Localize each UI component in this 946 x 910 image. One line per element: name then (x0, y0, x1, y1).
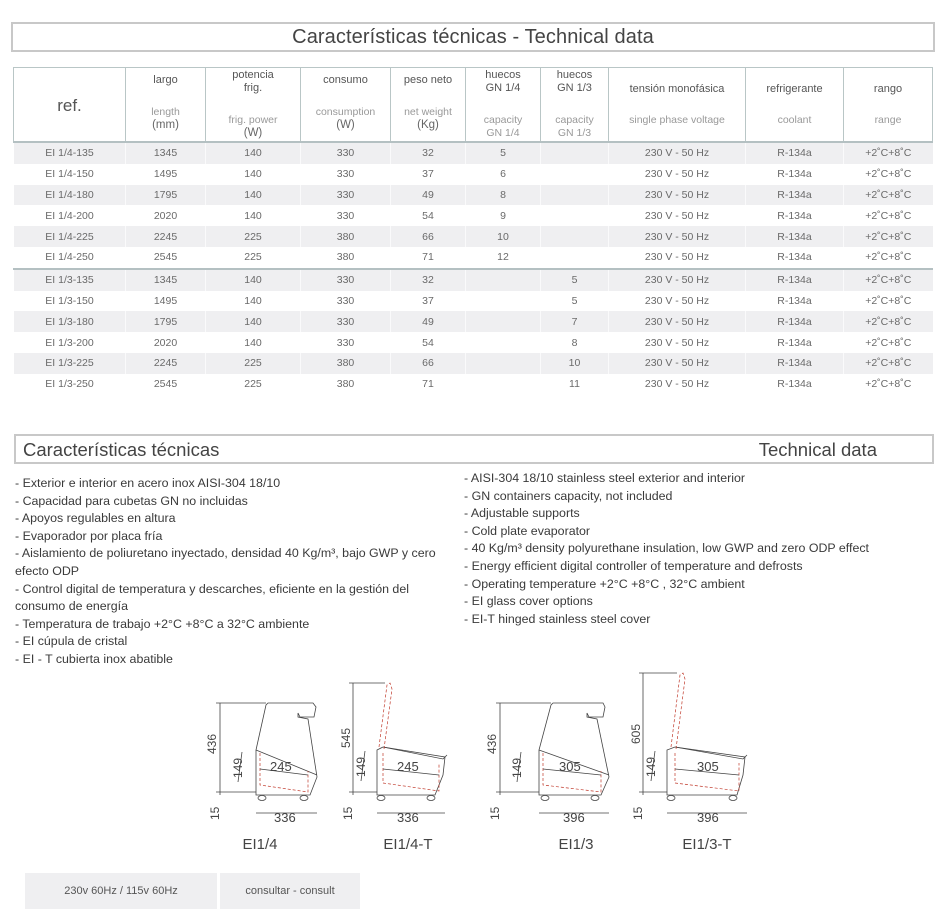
table-cell: +2˚C+8˚C (844, 226, 933, 247)
svg-text:15: 15 (631, 806, 645, 820)
voltage-options-cell: 230v 60Hz / 115v 60Hz (25, 873, 217, 909)
table-cell: R-134a (746, 205, 844, 226)
col-header-voltage: tensión monofásica single phase voltage (609, 68, 746, 143)
table-cell: EI 1/4-135 (14, 142, 126, 164)
table-cell: 2545 (126, 374, 206, 395)
table-cell: 330 (301, 142, 391, 164)
table-cell (466, 353, 541, 374)
table-cell: 140 (206, 164, 301, 185)
svg-text:245: 245 (397, 759, 419, 774)
svg-text:396: 396 (697, 810, 719, 825)
table-cell: R-134a (746, 311, 844, 332)
table-cell: 140 (206, 291, 301, 312)
table-cell: 230 V - 50 Hz (609, 164, 746, 185)
table-cell: R-134a (746, 247, 844, 269)
table-cell: 66 (391, 226, 466, 247)
feature-item: - Adjustable supports (464, 506, 580, 521)
table-cell: 230 V - 50 Hz (609, 205, 746, 226)
col-header-length: largo length (mm) (126, 68, 206, 143)
table-cell (466, 311, 541, 332)
feature-item: - Capacidad para cubetas GN no incluidas (15, 493, 248, 508)
table-row (14, 164, 933, 185)
table-cell: R-134a (746, 374, 844, 395)
table-row (14, 185, 933, 206)
table-cell: 12 (466, 247, 541, 269)
table-cell: +2˚C+8˚C (844, 142, 933, 164)
feature-item: - EI-T hinged stainless steel cover (464, 611, 651, 626)
col-header-consumption: consumo consumption (W) (301, 68, 391, 143)
table-row (14, 226, 933, 247)
table-row (14, 374, 933, 395)
table-cell: R-134a (746, 353, 844, 374)
table-cell: EI 1/3-135 (14, 269, 126, 291)
table-cell: 225 (206, 353, 301, 374)
table-row (14, 291, 933, 312)
table-cell: 1795 (126, 185, 206, 206)
col-header-frig-power: potencia frig. frig. power (W) (206, 68, 301, 143)
table-cell: 140 (206, 205, 301, 226)
table-cell: 37 (391, 291, 466, 312)
table-cell: 49 (391, 185, 466, 206)
table-cell: +2˚C+8˚C (844, 311, 933, 332)
table-cell: 230 V - 50 Hz (609, 311, 746, 332)
table-cell: 380 (301, 353, 391, 374)
table-row (14, 205, 933, 226)
svg-text:149: 149 (354, 756, 368, 777)
diagram-label-ei13: EI1/3 (558, 836, 594, 853)
table-cell: 330 (301, 164, 391, 185)
table-cell: R-134a (746, 226, 844, 247)
table-cell: 6 (466, 164, 541, 185)
table-cell: 380 (301, 247, 391, 269)
features-heading (14, 434, 934, 464)
table-cell: EI 1/3-225 (14, 353, 126, 374)
svg-text:149: 149 (231, 757, 245, 778)
table-cell: 380 (301, 374, 391, 395)
table-cell: 330 (301, 332, 391, 353)
table-cell: 140 (206, 142, 301, 164)
feature-item: - Temperatura de trabajo +2°C +8°C a 32°C ambiente (15, 616, 310, 631)
table-cell: 5 (541, 269, 609, 291)
feature-item: - AISI-304 18/10 stainless steel exterior and interior (464, 471, 746, 485)
table-cell: 2245 (126, 226, 206, 247)
table-cell (466, 332, 541, 353)
table-cell: 230 V - 50 Hz (609, 374, 746, 395)
table-cell: 230 V - 50 Hz (609, 269, 746, 291)
feature-item: - Exterior e interior en acero inox AISI-304 18/10 (15, 476, 281, 490)
table-cell: 71 (391, 374, 466, 395)
feature-item: - Operating temperature +2°C +8°C , 32°C ambient (464, 576, 745, 591)
table-cell: 2245 (126, 353, 206, 374)
table-cell: 32 (391, 269, 466, 291)
table-cell: 140 (206, 311, 301, 332)
table-cell: 2020 (126, 205, 206, 226)
feature-item: - 40 Kg/m³ density polyurethane insulation, low GWP and zero ODP effect (464, 541, 869, 556)
table-cell: 1345 (126, 142, 206, 164)
table-cell: 140 (206, 185, 301, 206)
consult-cell: consultar - consult (220, 873, 360, 909)
col-header-coolant: refrigerante coolant (746, 68, 844, 143)
diagram-label-ei14-t: EI1/4-T (383, 836, 433, 853)
feature-item: - EI cúpula de cristal (15, 634, 128, 649)
table-cell: 230 V - 50 Hz (609, 291, 746, 312)
table-cell: +2˚C+8˚C (844, 205, 933, 226)
features-list-en (464, 470, 934, 628)
table-cell: 1795 (126, 311, 206, 332)
table-cell: EI 1/4-180 (14, 185, 126, 206)
table-cell: 140 (206, 269, 301, 291)
table-cell (466, 291, 541, 312)
svg-text:396: 396 (563, 810, 585, 825)
table-cell: EI 1/3-200 (14, 332, 126, 353)
table-cell: 9 (466, 205, 541, 226)
table-cell: 7 (541, 311, 609, 332)
table-cell: EI 1/4-150 (14, 164, 126, 185)
table-cell: R-134a (746, 332, 844, 353)
table-cell: 1345 (126, 269, 206, 291)
diagram-label-ei14: EI1/4 (242, 836, 278, 853)
table-cell: 330 (301, 205, 391, 226)
table-cell (541, 185, 609, 206)
table-cell: 225 (206, 226, 301, 247)
svg-text:305: 305 (697, 759, 719, 774)
table-cell: +2˚C+8˚C (844, 269, 933, 291)
table-cell: +2˚C+8˚C (844, 332, 933, 353)
table-cell: 2545 (126, 247, 206, 269)
table-cell: 1495 (126, 164, 206, 185)
table-cell: 140 (206, 332, 301, 353)
col-header-gn13: huecos GN 1/3 capacity GN 1/3 (541, 68, 609, 143)
svg-text:436: 436 (205, 733, 219, 754)
table-cell (541, 226, 609, 247)
table-cell: 230 V - 50 Hz (609, 226, 746, 247)
table-row (14, 353, 933, 374)
table-row (14, 142, 933, 164)
svg-text:545: 545 (339, 727, 353, 748)
svg-text:245: 245 (270, 759, 292, 774)
table-cell (466, 374, 541, 395)
table-header-row (14, 68, 933, 143)
table-cell: R-134a (746, 269, 844, 291)
table-cell: 54 (391, 332, 466, 353)
table-cell: 1495 (126, 291, 206, 312)
table-cell: 230 V - 50 Hz (609, 247, 746, 269)
table-cell: 230 V - 50 Hz (609, 185, 746, 206)
feature-item: - EI glass cover options (464, 594, 593, 609)
svg-text:436: 436 (485, 733, 499, 754)
feature-item: - Cold plate evaporator (464, 523, 591, 538)
diagram-ei13 (485, 695, 620, 825)
table-cell: 230 V - 50 Hz (609, 353, 746, 374)
table-cell: 380 (301, 226, 391, 247)
svg-text:15: 15 (341, 806, 355, 820)
table-cell: 5 (541, 291, 609, 312)
col-header-net-weight: peso neto net weight (Kg) (391, 68, 466, 143)
svg-text:605: 605 (629, 723, 643, 744)
table-cell: 225 (206, 247, 301, 269)
feature-item: - Energy efficient digital controller of temperature and defrosts (464, 558, 803, 573)
table-cell: +2˚C+8˚C (844, 164, 933, 185)
table-row (14, 269, 933, 291)
diagram-ei14-t (335, 675, 465, 825)
table-cell: 330 (301, 269, 391, 291)
table-cell: 11 (541, 374, 609, 395)
table-cell: 10 (541, 353, 609, 374)
table-cell: 54 (391, 205, 466, 226)
feature-item: - EI - T cubierta inox abatible (15, 651, 173, 666)
table-cell: 10 (466, 226, 541, 247)
col-header-range: rango range (844, 68, 933, 143)
table-cell (541, 247, 609, 269)
features-heading-en: Technical data (758, 439, 877, 460)
table-cell: +2˚C+8˚C (844, 291, 933, 312)
svg-text:149: 149 (510, 757, 524, 778)
table-cell: 32 (391, 142, 466, 164)
features-list-es (15, 475, 455, 669)
svg-text:15: 15 (208, 806, 222, 820)
table-cell (541, 164, 609, 185)
table-cell: 8 (466, 185, 541, 206)
table-cell: 330 (301, 311, 391, 332)
feature-item: - Control digital de temperatura y descarches, eficiente en la gestión del consumo de energía (15, 581, 409, 614)
feature-item: - Evaporador por placa fría (15, 528, 163, 543)
diagram-ei14 (200, 695, 330, 825)
table-cell: EI 1/4-225 (14, 226, 126, 247)
table-cell: R-134a (746, 291, 844, 312)
table-cell: 5 (466, 142, 541, 164)
table-cell: R-134a (746, 185, 844, 206)
table-cell: 225 (206, 374, 301, 395)
table-cell: 8 (541, 332, 609, 353)
table-row (14, 311, 933, 332)
table-cell: R-134a (746, 142, 844, 164)
table-cell: 330 (301, 291, 391, 312)
table-cell: 66 (391, 353, 466, 374)
table-cell (466, 269, 541, 291)
table-cell: +2˚C+8˚C (844, 185, 933, 206)
diagram-ei13-t (625, 665, 760, 825)
technical-data-table (13, 67, 933, 395)
table-cell: EI 1/3-250 (14, 374, 126, 395)
features-heading-es: Características técnicas (23, 439, 220, 460)
col-header-ref: ref. (14, 68, 126, 143)
svg-text:149: 149 (644, 756, 658, 777)
table-cell: 71 (391, 247, 466, 269)
table-cell: +2˚C+8˚C (844, 374, 933, 395)
table-cell: +2˚C+8˚C (844, 247, 933, 269)
table-cell (541, 142, 609, 164)
table-cell: EI 1/3-180 (14, 311, 126, 332)
table-cell: 2020 (126, 332, 206, 353)
diagram-label-ei13-t: EI1/3-T (682, 836, 732, 853)
svg-text:336: 336 (397, 810, 419, 825)
feature-item: - Apoyos regulables en altura (15, 511, 176, 526)
table-cell (541, 205, 609, 226)
table-cell: EI 1/4-250 (14, 247, 126, 269)
table-cell: EI 1/3-150 (14, 291, 126, 312)
col-header-gn14: huecos GN 1/4 capacity GN 1/4 (466, 68, 541, 143)
table-cell: 49 (391, 311, 466, 332)
table-cell: R-134a (746, 164, 844, 185)
table-cell: 230 V - 50 Hz (609, 332, 746, 353)
feature-item: - Aislamiento de poliuretano inyectado, densidad 40 Kg/m³, bajo GWP y cero efecto ODP (15, 546, 436, 578)
page-title: Características técnicas - Technical data (11, 22, 935, 52)
svg-text:336: 336 (274, 810, 296, 825)
table-cell: 37 (391, 164, 466, 185)
table-row (14, 332, 933, 353)
feature-item: - GN containers capacity, not included (464, 488, 673, 503)
table-row (14, 247, 933, 269)
table-cell: 230 V - 50 Hz (609, 142, 746, 164)
table-cell: EI 1/4-200 (14, 205, 126, 226)
svg-text:305: 305 (559, 759, 581, 774)
table-cell: +2˚C+8˚C (844, 353, 933, 374)
table-cell: 330 (301, 185, 391, 206)
svg-text:15: 15 (488, 806, 502, 820)
